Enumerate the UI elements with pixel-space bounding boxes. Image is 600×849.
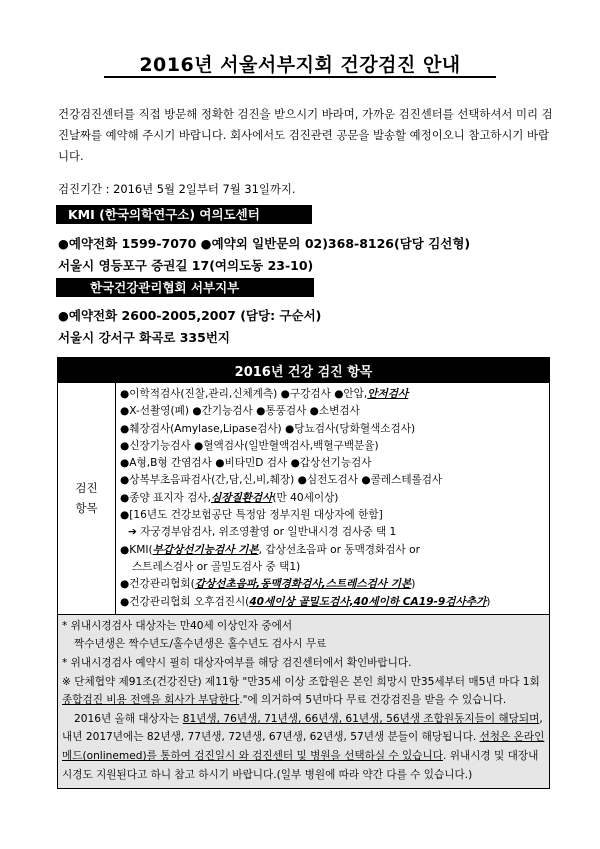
center2-address: 서울시 강서구 화곡로 335번지 — [58, 330, 230, 345]
list-item: ●신장기능검사 ●혈액검사(일반혈액검사,백혈구백분율) — [120, 439, 379, 452]
center2-phone: ●예약전화 2600-2005,2007 (담당: 구순서) — [58, 308, 322, 323]
note-2: 짝수년생은 짝수년도/홀수년생은 홀수년도 검사시 무료 — [74, 638, 327, 651]
note-5: 2016년 올해 대상자는 81년생, 76년생, 71년생, 66년생, 61년생, 56년생 조합원동지들이 해당되며, 내년 2017년에는 82년생, 77년생, 72년생, 67년생, 62년생, 57년생 분들이 해당됩니다. 선청은 온라인메드(onlinemed)를 통하여 검진일시 와 검진센터 및 병원을 선택하실 수 있습니다. 위내시경 및 대장내시경도 지원된다고 하니 참고 하시기 바랍니다.(일부 병원에 따라 약간 다를 수 있습니다.) — [62, 712, 545, 781]
note-3: * 위내시경검사 예약시 필히 대상자여부를 해당 검진센터에서 확인바랍니다. — [62, 657, 412, 670]
page-title: 2016년 서울서부지회 건강검진 안내 — [139, 54, 461, 76]
list-item: ●KMI(부갑상선기능검사 기본, 갑상선초음파 or 동맥경화검사 or — [120, 543, 420, 556]
list-item: ●[16년도 건강보험공단 특정암 정부지원 대상자에 한함] — [120, 509, 383, 522]
note-4: ※ 단체협약 제91조(건강진단) 제11항 "만35세 이상 조합원은 본인 희망시 만35세부터 매5년 마다 1회 종합검진 비용 전액을 회사가 부담한다."에 의거하여 5년마다 무료 건강검진을 받을 수 있습니다. — [62, 675, 540, 707]
note-1: * 위내시경검사 대상자는 만40세 이상인자 중에서 — [62, 619, 293, 632]
items-label — [58, 383, 116, 615]
table-header: 2016년 건강 검진 항목 — [58, 358, 550, 383]
items-label-line1: 검진 — [75, 481, 98, 496]
list-item: ●상복부초음파검사(간,담,신,비,췌장) ●심전도검사 ●콜레스테롤검사 — [120, 474, 443, 487]
items-list — [116, 383, 550, 615]
items-label-line2: 항목 — [75, 501, 98, 516]
title-underline — [104, 76, 496, 78]
list-item: ●이학적검사(진찰,관리,신체계측) ●구강검사 ●안압,안저검사 — [120, 388, 409, 400]
center1-phone: ●예약전화 1599-7070 ●예약외 일반문의 02)368-8126(담당 김선형) — [58, 236, 471, 251]
list-item: ●A형,B형 간염검사 ●비타민D 검사 ●갑상선기능검사 — [120, 457, 372, 470]
exam-period: 검진기간 : 2016년 5월 2일부터 7월 31일까지. — [58, 182, 296, 196]
center1-address: 서울시 영등포구 증권길 17(여의도동 23-10) — [58, 258, 314, 273]
list-item: 스트레스검사 or 골밀도검사 중 택1) — [132, 560, 301, 573]
list-item: ●건강관리협회 오후검진시(40세이상 골밀도검사,40세이하 CA19-9검사추가) — [120, 595, 491, 608]
exam-items-table — [57, 357, 550, 789]
center1-banner: KMI (한국의학연구소) 여의도센터 — [56, 205, 312, 224]
notes-cell — [58, 614, 550, 788]
list-item: ➔ 자궁경부암검사, 위조영촬영 or 일반내시경 검사중 택 1 — [128, 526, 397, 539]
list-item: ●종양 표지자 검사,심장질환검사(만 40세이상) — [120, 491, 339, 504]
intro-paragraph: 건강검진센터를 직접 방문해 정확한 검진을 받으시기 바라며, 가까운 검진센터를 선택하셔서 미리 검진날짜를 예약해 주시기 바랍니다. 회사에서도 검진관련 공문을 발송할 예정이오니 참고하시기 바랍니다. — [58, 107, 553, 163]
list-item: ●건강관리협회(갑상선초음파,동맥경화검사,스트레스검사 기본) — [120, 578, 416, 591]
center2-banner: 한국건강관리협회 서부지부 — [56, 278, 314, 297]
list-item: ●X-선촬영(폐) ●간기능검사 ●통풍검사 ●소변검사 — [120, 405, 360, 418]
list-item: ●췌장검사(Amylase,Lipase검사) ●당뇨검사(당화혈색소검사) — [120, 422, 416, 435]
